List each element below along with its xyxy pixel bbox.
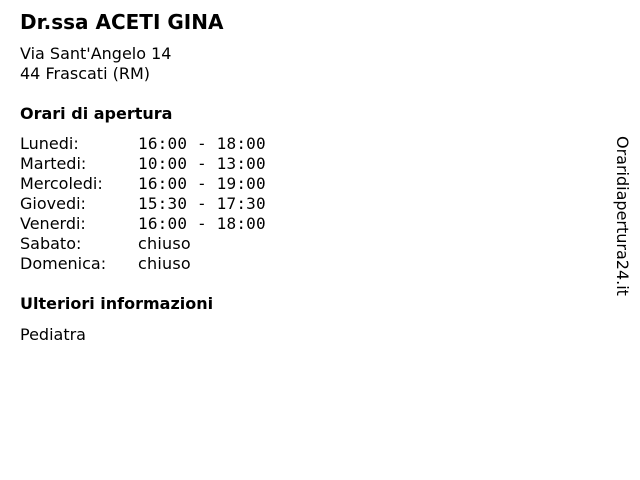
day-hours: chiuso xyxy=(138,254,191,273)
hours-row-saturday xyxy=(20,234,266,254)
more-info-heading: Ulteriori informazioni xyxy=(20,294,214,313)
day-hours: 10:00 - 13:00 xyxy=(138,154,266,173)
day-hours: 16:00 - 18:00 xyxy=(138,214,266,233)
address-street: Via Sant'Angelo 14 xyxy=(20,44,172,63)
opening-hours-table xyxy=(20,134,266,274)
hours-row-wednesday xyxy=(20,174,266,194)
day-label: Martedi: xyxy=(20,154,87,173)
day-label: Lunedi: xyxy=(20,134,79,153)
day-hours: chiuso xyxy=(138,234,191,253)
address-city: 44 Frascati (RM) xyxy=(20,64,151,83)
day-hours: 16:00 - 18:00 xyxy=(138,134,266,153)
day-label: Sabato: xyxy=(20,234,82,253)
address-block xyxy=(20,44,171,84)
day-label: Giovedi: xyxy=(20,194,86,213)
day-label: Domenica: xyxy=(20,254,107,273)
watermark-text: Oraridiapertura24.it xyxy=(613,136,632,296)
day-hours: 16:00 - 19:00 xyxy=(138,174,266,193)
hours-row-tuesday xyxy=(20,154,266,174)
hours-row-monday xyxy=(20,134,266,154)
page-title: Dr.ssa ACETI GINA xyxy=(20,10,224,34)
day-hours: 15:30 - 17:30 xyxy=(138,194,266,213)
opening-hours-heading: Orari di apertura xyxy=(20,104,173,123)
day-label: Mercoledi: xyxy=(20,174,103,193)
more-info-text: Pediatra xyxy=(20,325,86,344)
hours-row-sunday xyxy=(20,254,266,274)
hours-row-friday xyxy=(20,214,266,234)
hours-row-thursday xyxy=(20,194,266,214)
day-label: Venerdi: xyxy=(20,214,86,233)
